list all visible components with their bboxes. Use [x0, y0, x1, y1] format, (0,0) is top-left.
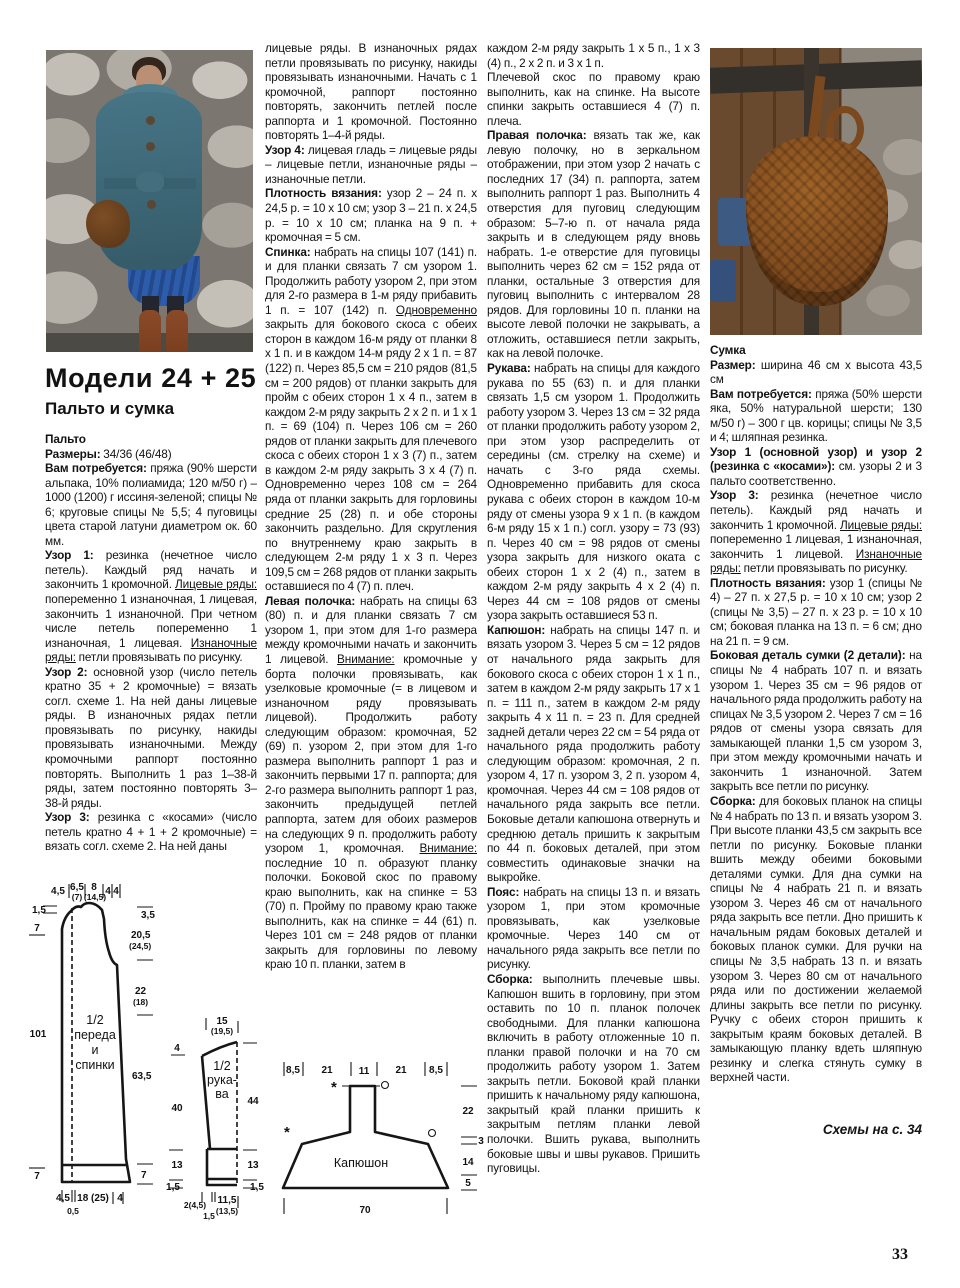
measure: 3 — [478, 1136, 484, 1147]
column-1-coat-intro — [45, 432, 257, 872]
piece-label: спинки — [75, 1058, 115, 1072]
piece-label: 1/2 — [213, 1059, 231, 1073]
page-number: 33 — [892, 1246, 908, 1263]
bag-gauge: Плотность вязания: узор 1 (спицы № 4) – 27 п. х 27,5 р. = 10 х 10 см; узор 2 (спицы № 3,5) – 27 п. х 23 р. = 10 х 10 см; боковая планка на 13 п. = 6 см; дно на 21 п. = 9 см. — [710, 575, 922, 648]
measure: 7 — [34, 923, 40, 934]
coat-gauge: Плотность вязания: узор 2 – 24 п. х 24,5 р. = 10 х 10 см; узор 3 – 21 п. х 24,5 р. = 10 х 10 см; планка на 9 п. + кромочная = 5 см. — [265, 186, 477, 245]
measure: (18) — [133, 997, 149, 1007]
measure: 4 — [113, 886, 119, 897]
measure: 3,5 — [141, 910, 155, 921]
measure: 101 — [29, 1029, 47, 1040]
coat-belt-text: Пояс: набрать на спицы 13 п. и вязать узором 1, при этом кромочные провязывать, как узелковые кромочные. Через 140 см от начального ряда закрыть все петли по рисунку. — [487, 884, 700, 972]
piece-label: и — [91, 1043, 99, 1057]
coat-pattern3: Узор 3: резинка с «косами» (число петель кратно 4 + 1 + 2 кромочные) = вязать согл. схеме 2. На ней даны — [45, 810, 257, 854]
measure: 18 (25) — [77, 1193, 109, 1204]
measure: (14,5) — [83, 892, 107, 902]
measure: 4,5 — [51, 886, 65, 897]
measure: 5 — [465, 1178, 471, 1189]
coat-right-front: Правая полочка: вязать так же, как левую полочку, но в зеркальном отображении, при этом узор 2 начать с последних 17 (34) п. раппорта, затем выполнить раппорт 1 раз. Выполнить 4 отверстия для пуговиц следующим образом: 5–7-ю п. от начала ряда закрыть и в следующем ряду вновь набрать. 1-е отверстие для пуговицы выполнить через 62 см = 152 ряда от планки, остальные 3 отверстия для пуговиц выполнить с интервалом 28 рядов. Для горловины 10 п. планки на высоте левой полочки не закрывать, а отложить, оставшиеся петли закрыть, как на левой полочке. — [487, 128, 700, 361]
brown-knitted-bag — [746, 136, 888, 306]
measure: 8 — [91, 882, 97, 893]
bag-pattern3: Узор 3: резинка (нечетное число петель). Каждый ряд начать и закончить 1 кромочной. Лицевые ряды: попеременно 1 лицевая, 1 изнаночная, закончить 1 лицевой. Изнаночные ряды: петли провязывать по рисунку. — [710, 488, 922, 576]
coat-piece-schematic — [29, 882, 155, 1216]
measure: 6,5 — [70, 882, 84, 893]
measure: 1,5 — [32, 905, 46, 916]
pattern-schematics — [25, 872, 487, 1257]
coat-model-photo — [46, 50, 253, 352]
measure: 63,5 — [132, 1071, 152, 1082]
coat-sizes: Размеры: 34/36 (46/48) — [45, 446, 172, 461]
knitted-bag-photo — [710, 48, 922, 335]
column-3-coat-instructions — [487, 41, 700, 1241]
measure: 14 — [462, 1157, 474, 1168]
bag-pattern1-2: Узор 1 (основной узор) и узор 2 (резинка с «косами»): см. узоры 2 и 3 пальто соответственно. — [710, 444, 922, 488]
measure: 4 — [105, 886, 111, 897]
coat-pattern2: Узор 2: основной узор (число петель кратно 35 + 2 кромочные) = вязать согл. схеме 1. На ней даны лицевые ряды. В изнаночных рядах петли провязывать по рисунку, накиды провязывать изнаночными. Между кромочными раппорт постоянно повторять. Выполнить 1 раз 1–38-й ряды, затем постоянно повторять 3–38-й ряды. — [45, 664, 257, 810]
measurement-ticks — [284, 1062, 477, 1214]
bag-assembly: Сборка: для боковых планок на спицы № 4 набрать по 13 п. и вязать узором 3. При высоте планки 43,5 см закрыть все петли по рисунку. Боковые планки вшить между обеими боковыми деталями сумки. Для дна сумки на спицы № 4 набрать 21 п. и вязать узором 3. Через 46 см от начального ряда закрыть все петли. Дно пришить к начальным рядам боковых деталей и боковых планок сумки. Для ручки на спицы № 3,5 набрать 13 п. и вязать узором 3. Через 80 см от начального ряда или по достижении желаемой длины закрыть все петли по рисунку. Ручку с обеих сторон пришить к закрытым краям боковых деталей. В замыкающую планку вдеть шляпную резинку и слегка стянуть сумку в верхней части. — [710, 793, 922, 1085]
piece-label: переда — [74, 1028, 116, 1042]
coat-sleeves: Рукава: набрать на спицы для каждого рукава по 55 (63) п. и для планки связать 1,5 см узором 1. Продолжить работу узором 3. Через 13 см = 32 ряда от планки продолжить работу узором 2, при этом узор распределить от середины (см. стрелку на схеме) и начать с 3-го ряда схемы. Одновременно прибавить для скоса рукава с обеих сторон в каждом 10-м ряду от смены узора 9 х 1 п. (в каждом 6-м ряду 15 х 1 п.) согл. узору = 73 (93) п. Через 40 см = 98 рядов от смены узора закрыть для низкого оката с обеих сторон 1 х 2 (4) п., затем в каждом 2-м ряду закрыть 4 х 2 (4) п. Через 44 см = 108 рядов от смены узора закрыть оставшиеся 53 п. — [487, 361, 700, 623]
measure: 40 — [171, 1103, 183, 1114]
bag-size: Размер: ширина 46 см х высота 43,5 см — [710, 357, 922, 387]
piece-label: 1/2 — [86, 1013, 104, 1027]
coat-button — [146, 142, 155, 151]
measure: 21 — [321, 1065, 333, 1076]
measure: 4 — [117, 1193, 123, 1204]
measure: 8,5 — [286, 1065, 300, 1076]
measure: 4,5 — [56, 1193, 70, 1204]
coat-pattern1: Узор 1: резинка (нечетное число петель). Каждый ряд начать и закончить 1 кромочной. Лицевые ряды: попеременно 1 изнаночная, 1 лицевая, закончить 1 изнаночной. При четном числе петель попеременно 1 изнаночная, 1 лицевая. Изнаночные ряды: петли провязывать по рисунку. — [45, 548, 257, 665]
bag-heading: Сумка — [710, 343, 746, 357]
schemes-page-note: Схемы на с. 34 — [822, 1122, 922, 1137]
piece-label: ва — [215, 1087, 229, 1101]
bag-materials: Вам потребуется: пряжа (50% шерсти яка, 50% натуральной шерсти; 130 м/50 г) – 300 г цв. корицы; спицы № 3,5 и 4; шляпная резинка. — [710, 386, 922, 445]
measure: 2(4,5) — [183, 1200, 207, 1210]
measure: 0,5 — [67, 1206, 79, 1216]
measure: 11,5 — [217, 1195, 237, 1206]
measure: 1,5 — [250, 1182, 264, 1193]
measure: (24,5) — [129, 941, 152, 951]
measure: 8,5 — [429, 1065, 443, 1076]
hood-schematic — [283, 1062, 484, 1216]
measure: 22 — [462, 1106, 474, 1117]
measure: 70 — [359, 1205, 371, 1216]
measure: 7 — [141, 1170, 147, 1181]
measure: 20,5 — [131, 930, 151, 941]
coat-button — [147, 200, 156, 209]
blue-patch — [710, 260, 736, 302]
match-star-symbol: * — [284, 1124, 290, 1141]
bag-side-piece: Боковая деталь сумки (2 детали): на спицы № 4 набрать 107 п. и вязать узором 1. Через 35 см = 96 рядов от начального ряда продолжить работу на спицах № 3,5 узором 2. Через 7 см = 16 рядов от смены узора связать для замыкающей планки 1,5 см узором 3, при этом между кромочными начать и закончить 1 изнаночной. Затем закрыть все петли по рисунку. — [710, 648, 922, 794]
measure: 22 — [135, 986, 147, 997]
measure: (19,5) — [210, 1026, 234, 1036]
brown-boot — [139, 310, 161, 352]
brown-boot — [166, 310, 188, 352]
match-circle-symbol — [429, 1130, 436, 1137]
pattern3-continued: лицевые ряды. В изнаночных рядах петли провязывать по рисунку, накиды провязывать изнаночными. Начать с 1 кромочной, раппорт постоянно повторять, закончить петлей после раппорта и 1 кромочной. Постоянно повторять 1–4-й ряды. — [265, 41, 477, 143]
shoulder-slope: Плечевой скос по правому краю выполнить, как на спинке. На высоте спинки закрыть оставшиеся 4 (7) п. плеча. — [487, 70, 700, 128]
measure: 4 — [174, 1043, 180, 1054]
measure: 21 — [395, 1065, 407, 1076]
coat-pattern4: Узор 4: лицевая гладь = лицевые ряды – лицевые петли, изнаночные ряды – изнаночные петли. — [265, 142, 477, 186]
coat-heading: Пальто — [45, 432, 86, 446]
measure: 11 — [358, 1066, 370, 1077]
match-star-symbol: * — [331, 1079, 337, 1096]
measure: 13 — [247, 1160, 259, 1171]
coat-belt-bow — [136, 172, 164, 192]
measure: 15 — [216, 1016, 228, 1027]
sleeve-schematic — [166, 1016, 264, 1221]
models-title: Модели 24 + 25 — [45, 363, 257, 393]
coat-button — [146, 116, 155, 125]
coat-back: Спинка: набрать на спицы 107 (141) п. и для планки связать 7 см узором 1. Продолжить работу узором 2, при этом для 2-го размера в 1-м ряду прибавить 1 п. = 107 (142) п. Одновременно закрыть для бокового скоса с обеих сторон в каждом 16-м ряду от планки 8 х 1 п. и в каждом 14-м ряду 2 х 1 п. = 87 (122) п. Через 85,5 см = 210 рядов (81,5 см = 200 рядов) от планки закрыть для пройм с обеих сторон 1 х 4 п., затем в каждом 2-м ряду закрыть 2 х 2 п. и 1 х 1 п. = 69 (104) п. Через 106 см = 260 рядов от планки закрыть для плечевого скоса с обеих сторон 1 х 3 (7) п., затем в каждом 2-м ряду закрыть 3 х 4 (7) п. Одновременно через 108 см = 264 ряда от планки закрыть для горловины средние 25 (28) п. и обе стороны закончить раздельно. Для скругления по внутреннему краю закрыть в следующем 2-м ряду 1 х 3 п. Через 109,5 см = 268 рядов от планки закрыть оставшиеся по 4 (7) п. плеч. — [265, 244, 477, 594]
measure: 13 — [171, 1160, 183, 1171]
match-circle-symbol — [382, 1082, 389, 1089]
measure: 1,5 — [203, 1211, 215, 1221]
measure: 44 — [247, 1096, 259, 1107]
hood-outline — [283, 1086, 448, 1188]
models-subtitle: Пальто и сумка — [45, 399, 175, 418]
coat-hood: Капюшон: набрать на спицы 147 п. и вязать узором 3. Через 5 см = 12 рядов от начального ряда закрыть для бокового скоса с обеих сторон 1 х 1 п., затем в каждом 2-м ряду закрыть 17 х 1 п. = 111 п., затем в каждом 2-м ряду закрыть 4 х 11 п. = 23 п. Для средней задней детали через 22 см = 54 ряда от начального ряда продолжить работу следующим образом: кромочная, 2 п. узором 4, 17 п. узором 3, 2 п. узором 4, кромочная. Через 44 см = 108 рядов от начального ряда закрыть все петли. Боковые детали капюшона отвернуть и среднюю деталь пришить к закрытым по 44 п. боковых деталей, при этом совместить одинаковые значки на выкройке. — [487, 622, 700, 885]
coat-materials: Вам потребуется: пряжа (90% шерсти альпака, 10% полиамида; 120 м/50 г) – 1000 (1200) г иссиня-зеленой; спицы № 6; круговые спицы № 5,5; 4 пуговицы цвета старой латуни диаметром ок. 60 мм. — [45, 461, 257, 548]
measure: 7 — [34, 1171, 40, 1182]
measure: (7) — [71, 892, 83, 902]
column-4-bag-instructions — [710, 343, 922, 1113]
measure: 1,5 — [166, 1182, 180, 1193]
model-shoulder-bag — [86, 200, 130, 248]
coat-assembly: Сборка: выполнить плечевые швы. Капюшон вшить в горловину, при этом оставить по 10 п. планок полочек свободными. Для планки капюшона включить в работу отложенные 10 п. планки правой полочки и на 70 см продолжить работу узором 1. Затем закрыть петли. Боковой край планки пришить к начальному ряду капюшона, закрытый край планки пришить к закрытым петлям планки левой полочки. Вшить рукава, выполнить боковые швы и швы рукавов. Пришить пуговицы. — [487, 972, 700, 1176]
piece-label: рука- — [207, 1073, 237, 1087]
coat-left-front: Левая полочка: набрать на спицы 63 (80) п. и для планки связать 7 см узором 1, при этом для 1-го размера между кромочными начать и закончить 1 лицевой. Внимание: кромочные у борта полочки провязывать, как узелковые кромочные (= в лицевом и изнаночном ряду провязывать лицевой). Продолжить работу следующим образом: кромочная, 52 (69) п. узором 2, при этом для 1-го размера выполнить раппорт 1 раз и закончить первыми 17 п. раппорта; для 2-го размера выполнить раппорт 1 раз, закончить предыдущей петлей раппорта, затем для обоих размеров на следующих 9 п. продолжить работу узором 1, кромочная. Внимание: последние 10 п. образуют планку полочки. Боковой скос по правому краю выполнить, как на спинке = 53 (70) п. Пройму по правому краю также выполнить, как на спинке = 44 (61) п. Через 101 см = 248 рядов от планки закрыть для горловины по левому краю 10 п. планки, затем в — [265, 593, 477, 972]
piece-label: Капюшон — [333, 1156, 389, 1170]
left-front-continued: каждом 2-м ряду закрыть 1 х 5 п., 1 х 3 (4) п., 2 х 2 п. и 3 х 1 п. — [487, 41, 700, 70]
measure: (13,5) — [215, 1206, 239, 1216]
